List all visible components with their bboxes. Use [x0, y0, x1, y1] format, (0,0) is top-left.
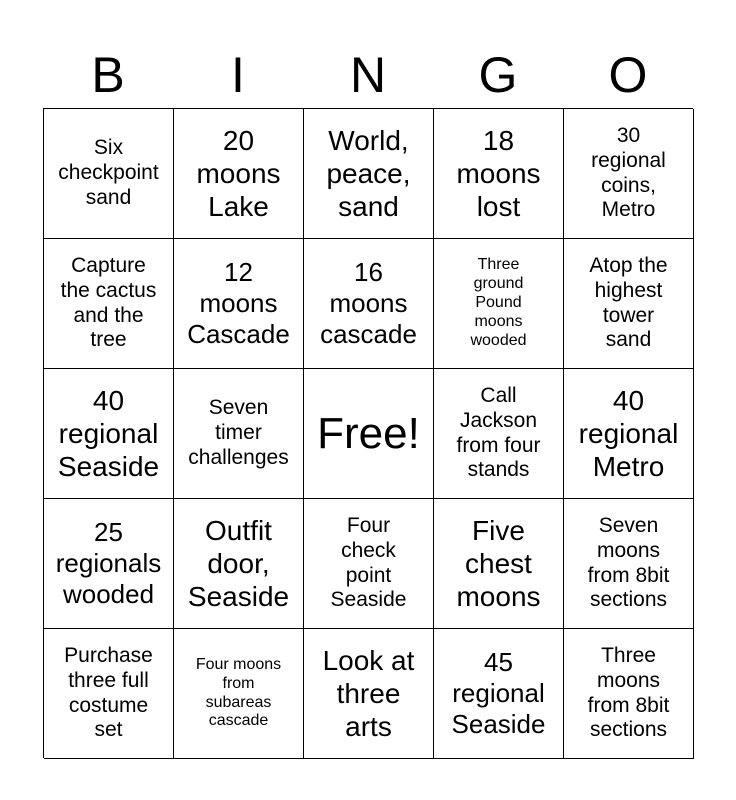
- cell-text: Five chest moons: [456, 514, 541, 613]
- cell-text: Three moons from 8bit sections: [587, 643, 670, 742]
- cell-text: Four check point Seaside: [330, 513, 407, 612]
- bingo-cell[interactable]: [434, 629, 564, 759]
- cell-text: 18 moons lost: [456, 124, 541, 223]
- cell-text: Capture the cactus and the tree: [60, 253, 157, 352]
- header-letter-o: O: [608, 47, 648, 103]
- bingo-cell[interactable]: [304, 629, 434, 759]
- header-letter-g: G: [478, 47, 518, 103]
- cell-text: 45 regional Seaside: [451, 647, 546, 739]
- cell-text: 16 moons cascade: [320, 257, 417, 349]
- cell-text: Six checkpoint sand: [58, 136, 159, 209]
- bingo-cell[interactable]: [174, 369, 304, 499]
- bingo-cell[interactable]: [44, 239, 174, 369]
- bingo-cell[interactable]: [174, 499, 304, 629]
- header-letter-n: N: [349, 47, 387, 103]
- bingo-cell[interactable]: [564, 499, 694, 629]
- free-space-cell[interactable]: [304, 369, 434, 499]
- cell-text: Seven moons from 8bit sections: [587, 513, 670, 612]
- cell-text: Three ground Pound moons wooded: [470, 256, 527, 349]
- bingo-card: [43, 108, 693, 758]
- bingo-cell[interactable]: [304, 499, 434, 629]
- cell-text: 25 regionals wooded: [55, 517, 162, 609]
- bingo-cell[interactable]: [434, 109, 564, 239]
- bingo-cell[interactable]: [44, 109, 174, 239]
- cell-text: 40 regional Seaside: [57, 384, 160, 483]
- cell-text: Outfit door, Seaside: [187, 514, 290, 613]
- header-letter-b: B: [91, 47, 125, 103]
- free-space-text: Free!: [317, 408, 420, 458]
- bingo-cell[interactable]: [174, 109, 304, 239]
- bingo-cell[interactable]: [174, 239, 304, 369]
- cell-text: 40 regional Metro: [578, 384, 679, 483]
- bingo-cell[interactable]: [304, 239, 434, 369]
- bingo-cell[interactable]: [174, 629, 304, 759]
- header-letter-i: I: [231, 47, 245, 103]
- cell-text: Atop the highest tower sand: [589, 253, 668, 352]
- bingo-cell[interactable]: [564, 109, 694, 239]
- cell-text: Call Jackson from four stands: [456, 383, 541, 482]
- cell-text: Purchase three full costume set: [64, 643, 153, 742]
- bingo-cell[interactable]: [44, 629, 174, 759]
- bingo-cell[interactable]: [44, 499, 174, 629]
- bingo-cell[interactable]: [434, 239, 564, 369]
- bingo-cell[interactable]: [44, 369, 174, 499]
- cell-text: Four moons from subareas cascade: [195, 655, 282, 730]
- cell-text: 12 moons Cascade: [187, 257, 290, 349]
- bingo-cell[interactable]: [434, 369, 564, 499]
- cell-text: Seven timer challenges: [188, 396, 289, 469]
- bingo-header: [43, 42, 693, 108]
- cell-text: 30 regional coins, Metro: [591, 123, 666, 222]
- bingo-cell[interactable]: [564, 239, 694, 369]
- bingo-cell[interactable]: [434, 499, 564, 629]
- bingo-cell[interactable]: [564, 369, 694, 499]
- bingo-cell[interactable]: [564, 629, 694, 759]
- cell-text: World, peace, sand: [326, 124, 411, 223]
- cell-text: 20 moons Lake: [196, 124, 281, 223]
- bingo-cell[interactable]: [304, 109, 434, 239]
- cell-text: Look at three arts: [322, 644, 415, 743]
